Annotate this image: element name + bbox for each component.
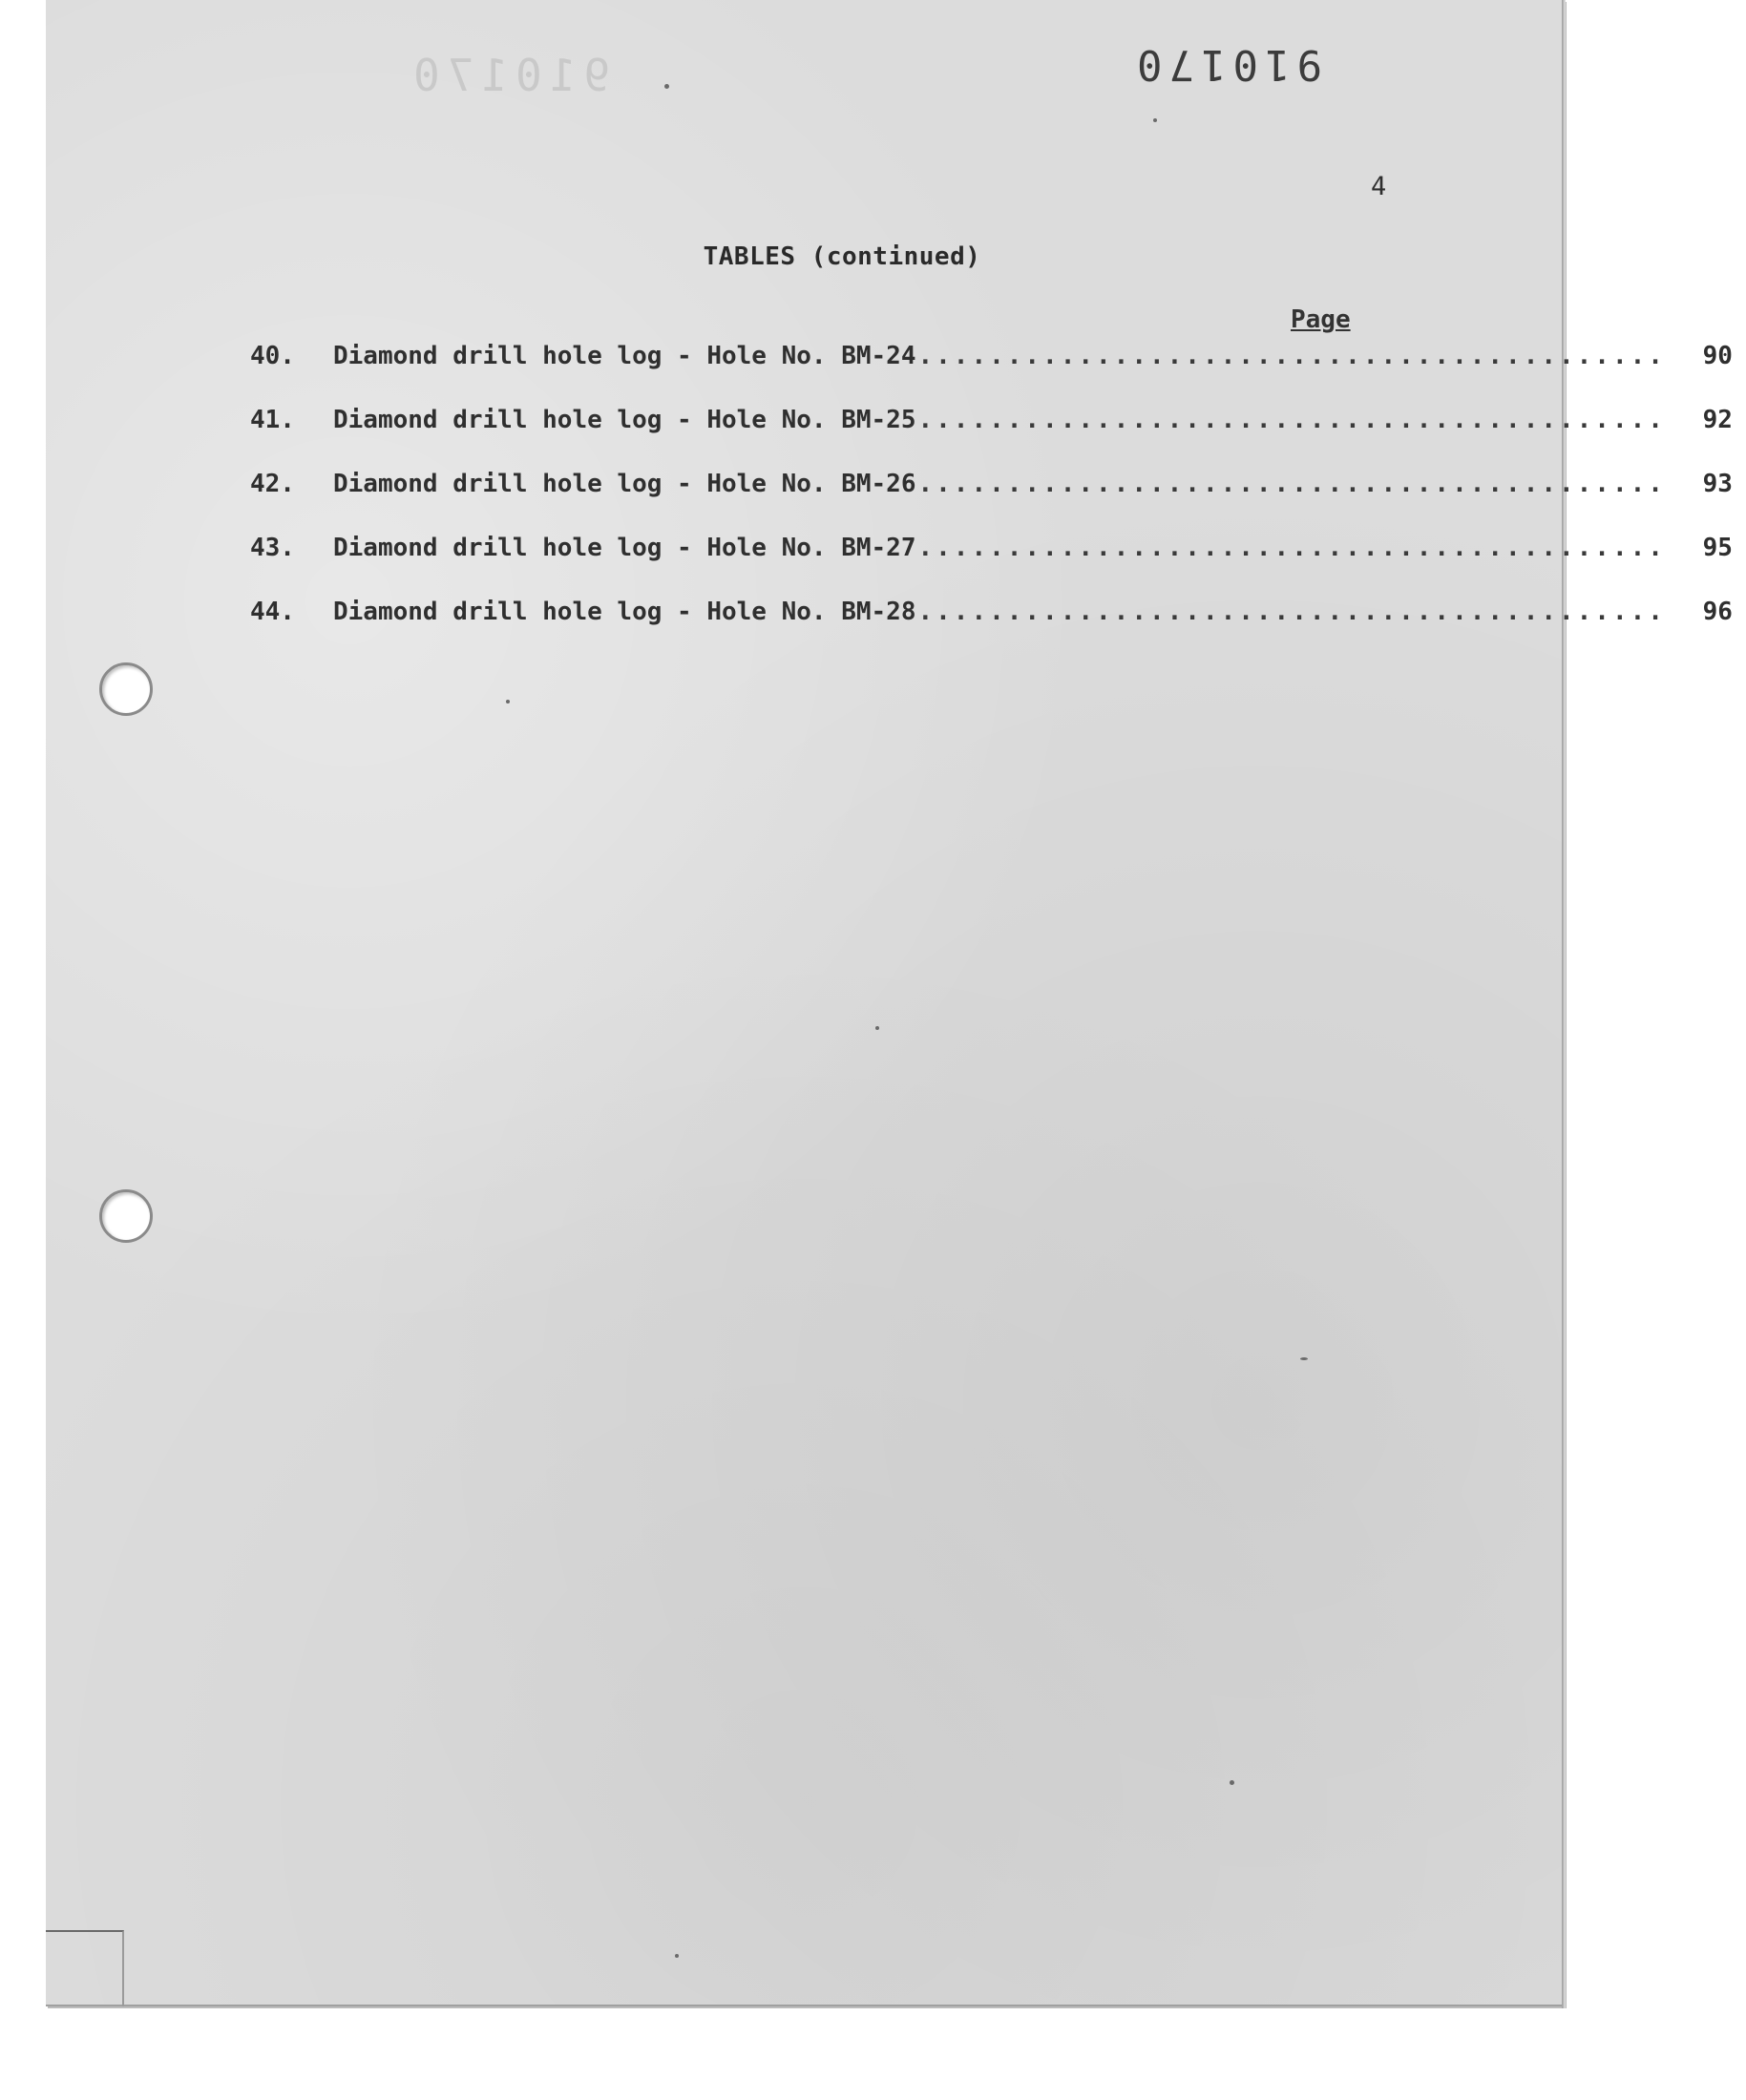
entry-title: Diamond drill hole log - Hole No. BM-25 [333, 406, 916, 434]
entry-page: 96 [1702, 598, 1733, 626]
scan-speck [1230, 1780, 1234, 1785]
list-item [250, 534, 1733, 598]
document-stamp-number: 910170 [1130, 40, 1322, 89]
entry-title: Diamond drill hole log - Hole No. BM-28 [333, 598, 916, 626]
entry-number: 41. [250, 406, 295, 434]
list-item [250, 470, 1733, 534]
page-number: 4 [1371, 172, 1387, 201]
entry-number: 44. [250, 598, 295, 626]
page-column-header: Page [1291, 305, 1351, 334]
scan-speck [875, 1026, 879, 1030]
entry-number: 43. [250, 534, 295, 562]
entry-title: Diamond drill hole log - Hole No. BM-26 [333, 470, 916, 498]
list-item [250, 598, 1733, 662]
dot-leader: .......................................... [917, 534, 1666, 562]
dot-leader: .......................................... [917, 342, 1666, 370]
bleed-through-stamp: 910170 [406, 50, 611, 101]
dot-leader: .......................................... [917, 406, 1666, 434]
entry-number: 40. [250, 342, 295, 370]
entry-title: Diamond drill hole log - Hole No. BM-24 [333, 342, 916, 370]
corner-mark [46, 1930, 124, 2006]
binder-hole [99, 662, 153, 716]
list-item [250, 342, 1733, 406]
binder-hole [99, 1189, 153, 1243]
scan-speck [1153, 118, 1157, 122]
list-item [250, 406, 1733, 470]
scan-speck [1300, 1357, 1308, 1360]
scan-speck [506, 700, 510, 704]
entry-number: 42. [250, 470, 295, 498]
page-title: TABLES (continued) [703, 242, 981, 271]
entry-page: 93 [1702, 470, 1733, 498]
document-page [46, 0, 1565, 2006]
entry-page: 92 [1702, 406, 1733, 434]
entry-page: 90 [1702, 342, 1733, 370]
page-edge-shadow [1562, 0, 1566, 2008]
dot-leader: .......................................... [917, 598, 1666, 626]
scan-speck [664, 84, 669, 89]
entry-title: Diamond drill hole log - Hole No. BM-27 [333, 534, 916, 562]
table-list [250, 342, 1733, 662]
entry-page: 95 [1702, 534, 1733, 562]
dot-leader: .......................................... [917, 470, 1666, 498]
scan-speck [675, 1954, 679, 1958]
